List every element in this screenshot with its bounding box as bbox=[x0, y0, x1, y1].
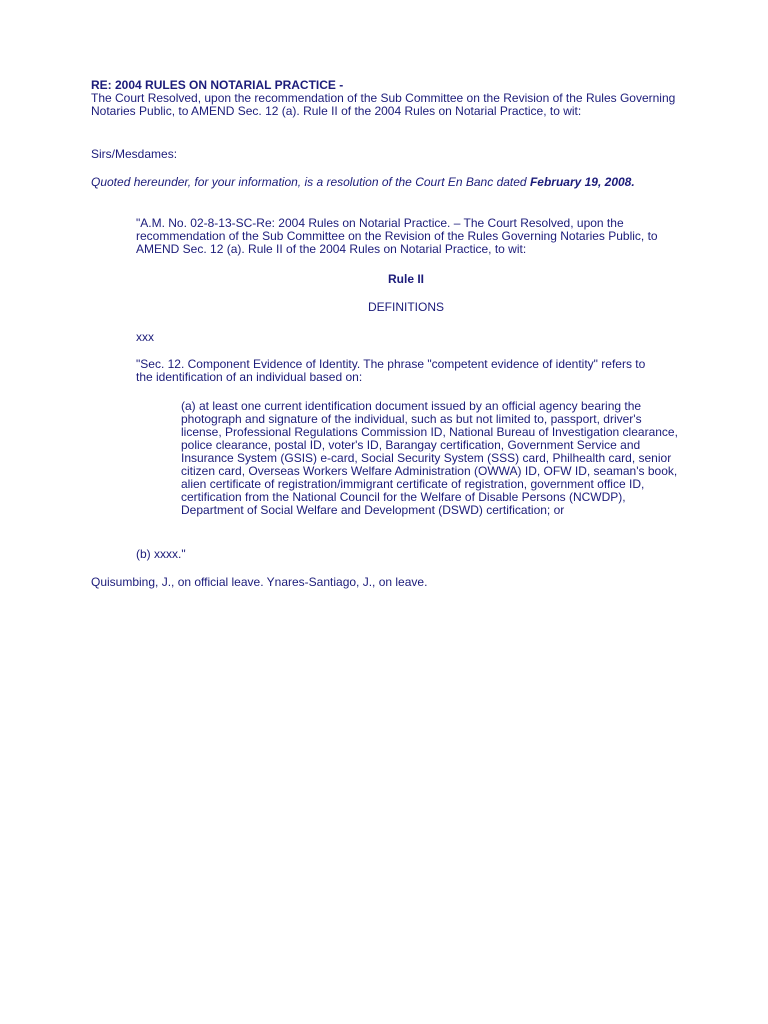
resolution-date: February 19, 2008 bbox=[529, 175, 632, 189]
document-title: RE: 2004 RULES ON NOTARIAL PRACTICE - bbox=[91, 78, 344, 92]
section-12-paragraph: "Sec. 12. Component Evidence of Identity. The phrase "competent evidence of identity" refers to the identification of an individual based on: bbox=[136, 357, 646, 384]
definitions-heading: DEFINITIONS bbox=[367, 300, 444, 314]
salutation: Sirs/Mesdames: bbox=[91, 147, 178, 161]
quoted-prefix: Quoted hereunder, for your information, is a resolution of the Court En Banc dated bbox=[91, 175, 530, 189]
intro-paragraph: The Court Resolved, upon the recommendation of the Sub Committee on the Revision of the Rules Governing Notaries Public, to AMEND Sec. 12 (a). Rule II of the 2004 Rules on Notarial Practice, to wit: bbox=[91, 91, 676, 118]
quoted-suffix: . bbox=[631, 175, 635, 189]
quoted-paragraph bbox=[91, 176, 651, 189]
leave-note: Quisumbing, J., on official leave. Ynares-Santiago, J., on leave. bbox=[91, 575, 428, 589]
clause-b-paragraph: (b) xxxx." bbox=[136, 547, 186, 561]
omission-marker: xxx bbox=[136, 330, 154, 344]
rule-heading: Rule II bbox=[387, 272, 424, 286]
resolution-paragraph: "A.M. No. 02-8-13-SC-Re: 2004 Rules on Notarial Practice. – The Court Resolved, upon the recommendation of the Sub Committee on the Revision of the Rules Governing Notaries Public, to AMEND Sec. 12 (a). Rule II of the 2004 Rules on Notarial Practice, to wit: bbox=[136, 216, 658, 256]
clause-a-paragraph: (a) at least one current identification document issued by an official agency bearing the photograph and signature of the individual, such as but not limited to, passport, driver's license, Professional Regulations Commission ID, National Bureau of Investigation clearance, police clearance, postal ID, voter's ID, Barangay certification, Government Service and Insurance System (GSIS) e-card, Social Security System (SSS) card, Philhealth card, senior citizen card, Overseas Workers Welfare Administration (OWWA) ID, OFW ID, seaman's book, alien certificate of registration/immigrant certificate of registration, government office ID, certification from the National Council for the Welfare of Disable Persons (NCWDP), Department of Social Welfare and Development (DSWD) certification; or bbox=[181, 399, 678, 517]
